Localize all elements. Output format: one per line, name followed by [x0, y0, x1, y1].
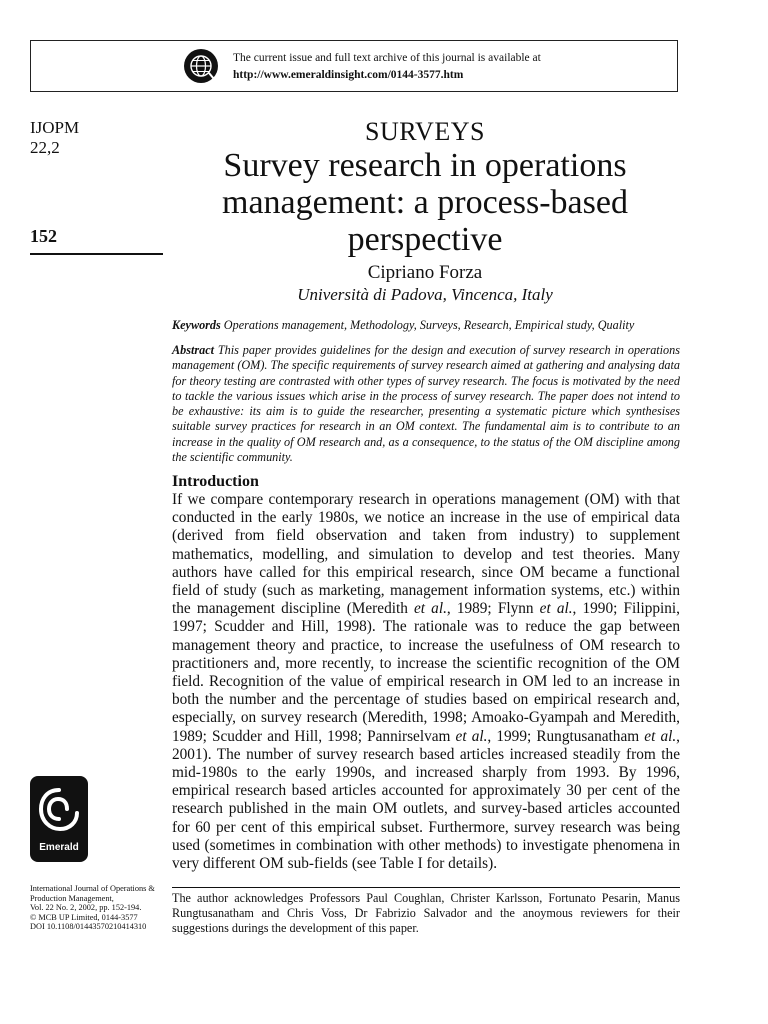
publication-info [30, 884, 170, 932]
paper-title [150, 147, 700, 258]
globe-icon [183, 48, 219, 84]
page-number-rule [30, 253, 163, 255]
journal-code [30, 118, 79, 158]
keywords-label: Keywords [172, 318, 221, 332]
intro-italic: et al. [644, 727, 677, 745]
archive-notice-text: The current issue and full text archive of this journal is available at [233, 52, 541, 64]
acknowledgement-footnote: The author acknowledges Professors Paul Coughlan, Christer Karlsson, Fortunato Pesarin, Manus Rungtusanatham and Chris Voss, Dr Fabrizio Salvador and the anoymous reviewers for their suggestions durings the development of this paper. [172, 891, 680, 935]
title-line: Survey research in operations [223, 147, 627, 184]
journal-abbreviation: IJOPM [30, 118, 80, 137]
intro-text: , 1999; Rungtusanatham [487, 727, 645, 745]
emerald-logo [30, 776, 88, 862]
archive-url-link[interactable]: http://www.emeraldinsight.com/0144-3577.htm [233, 69, 464, 81]
footnote-rule [172, 887, 680, 888]
title-line: management: a process-based [222, 184, 628, 221]
pub-info-line: International Journal of Operations & [30, 884, 155, 893]
intro-text: , 1989; Flynn [446, 600, 540, 618]
emerald-swirl-icon [37, 784, 81, 838]
section-label: SURVEYS [365, 117, 485, 146]
abstract-label: Abstract [172, 343, 214, 357]
intro-text: , 1990; Filippini, 1997; Scudder and Hill, 1998). The rationale was to reduce the gap between management theory and practice, to increase the usefulness of OM research to practitioners and, more recently, to increase the scientific recognition of the OM field. Recognition of the value of empirical research in OM led to an increase in both the number and the percentage of studies based on empirical research and, especially, on survey research (Meredith, 1998; Amoako-Gyampah and Meredith, 1989; Scudder and Hill, 1998; Pannirselvam [172, 600, 680, 745]
volume-issue: 22,2 [30, 138, 60, 157]
intro-text: If we compare contemporary research in operations management (OM) with that conducted in the early 1980s, we notice an increase in the use of empirical data (derived from field observation and taken from industry) to supplement mathematics, modelling, and simulation to develop and test theories. Many authors have called for this empirical research, since OM became a functional field of study (such as marketing, management information systems, etc.) within the management discipline (Meredith [172, 491, 680, 618]
intro-italic: et al. [539, 600, 573, 618]
title-line: perspective [347, 221, 503, 258]
pub-info-line: Production Management, [30, 893, 114, 903]
abstract-text: This paper provides guidelines for the design and execution of survey research in operations management (OM). The specific requirements of survey research aimed at gathering and analysing data for theory testing are contrasted with other types of survey research. The focus is motivated by the need to tackle the various issues which arise in the process of survey research. The paper does not intend to be exhaustive: its aim is to guide the researcher, presenting a systematic picture which synthesises suitable survey practices for research in an OM context. The fundamental aim is to contribute to an increase in the quality of OM research and, as a consequence, to the status of the OM discipline among the scientific community. [172, 343, 680, 465]
author-name: Cipriano Forza [367, 262, 483, 283]
pub-info-line: © MCB UP Limited, 0144-3577 [30, 912, 138, 922]
abstract [172, 343, 680, 465]
introduction-body [172, 491, 680, 873]
pub-info-line: Vol. 22 No. 2, 2002, pp. 152-194. [30, 903, 142, 913]
archive-notice-box [30, 40, 678, 92]
keywords-list: Operations management, Methodology, Surveys, Research, Empirical study, Quality [223, 318, 635, 332]
keywords [172, 318, 680, 333]
pub-info-line: DOI 10.1108/01443570210414310 [30, 922, 147, 932]
emerald-logo-text: Emerald [39, 842, 79, 853]
intro-italic: et al. [414, 600, 447, 618]
page-number: 152 [30, 226, 57, 246]
introduction-heading: Introduction [172, 473, 259, 490]
intro-italic: et al. [455, 727, 488, 745]
intro-text: , 2001). The number of survey research based articles increased steadily from the mid-1980s to the early 1990s, and increased sharply from 1993. By 1996, empirical research based articles accounted for approximately 30 per cent of the research published in the main OM outlets, and survey-based articles accounted for 60 per cent of this empirical subset. Furthermore, survey research was being used (sometimes in combination with other methods) to investigate phenomena in very different OM sub-fields (see Table I for details). [172, 727, 680, 873]
author-affiliation: Università di Padova, Vincenca, Italy [297, 285, 553, 304]
